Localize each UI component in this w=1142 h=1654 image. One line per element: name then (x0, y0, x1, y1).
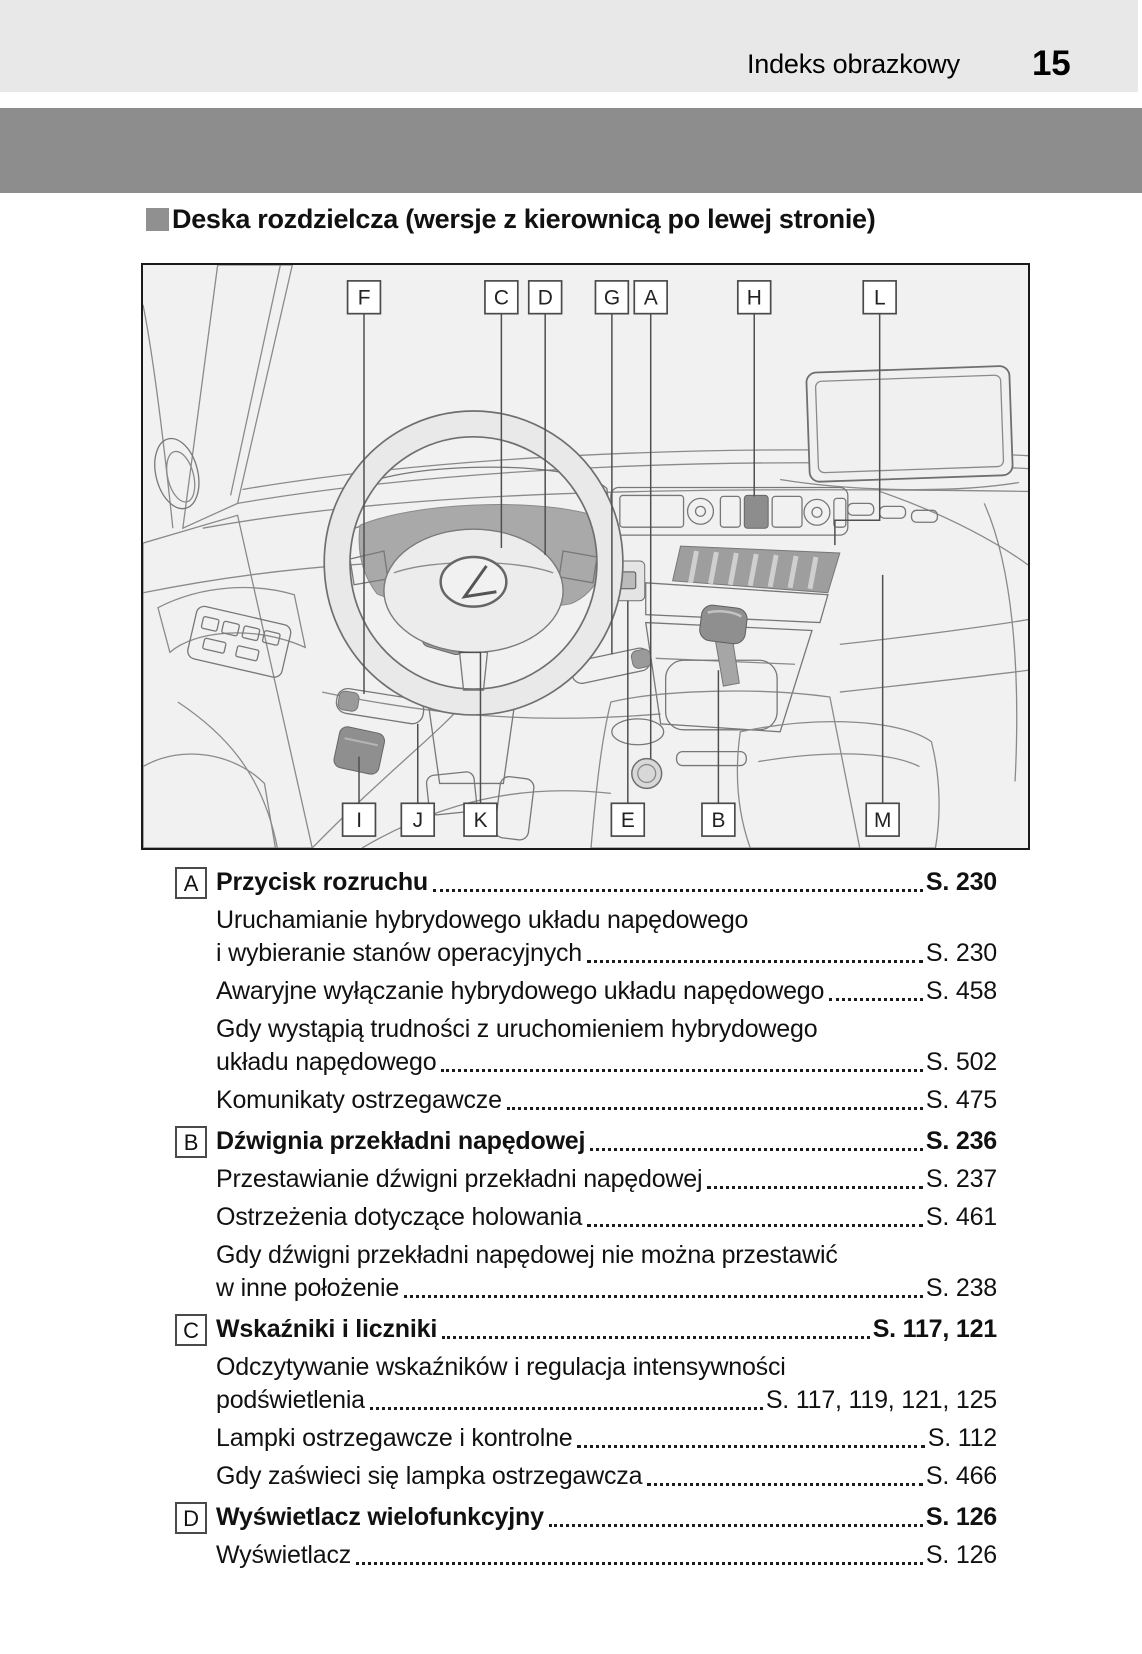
sub-item-text: Komunikaty ostrzegawcze (216, 1086, 502, 1114)
start-button (632, 759, 662, 789)
sub-page-ref: S. 238 (925, 1274, 997, 1302)
dotted-leader (549, 1524, 923, 1527)
sub-item-row (216, 1046, 997, 1079)
dotted-leader (829, 998, 923, 1001)
dotted-leader (587, 1224, 923, 1227)
callout-letter-G: G (603, 286, 620, 310)
callout-letter-M: M (874, 809, 892, 833)
dotted-leader (707, 1186, 923, 1189)
sub-page-ref: S. 237 (925, 1165, 997, 1193)
door-panel (143, 515, 312, 848)
index-sub-item (175, 975, 997, 1008)
sub-item-line: Gdy wystąpią trudności z uruchomieniem hybrydowego (216, 1015, 818, 1043)
page-number: 15 (1032, 44, 1071, 83)
sub-item-text: i wybieranie stanów operacyjnych (216, 939, 583, 967)
callout-K (459, 652, 497, 836)
sub-item-row (216, 1084, 997, 1117)
index-sub-item (175, 1539, 997, 1572)
callout-H (738, 281, 771, 497)
sub-item-text: Awaryjne wyłączanie hybrydowego układu napędowego (216, 977, 825, 1005)
callout-B (702, 670, 735, 836)
dotted-leader (442, 1336, 870, 1339)
dotted-leader (507, 1107, 923, 1110)
window-switches (186, 605, 292, 679)
picture-index-list (175, 866, 997, 1572)
callout-letter-C: C (493, 286, 509, 310)
entry-title: Wyświetlacz wielofunkcyjny (216, 1503, 544, 1531)
dotted-leader (356, 1562, 923, 1565)
sub-item-line: Gdy dźwigni przekładni napędowej nie można przestawić (216, 1241, 838, 1269)
index-sub-item (175, 1013, 997, 1079)
index-sub-item (175, 1239, 997, 1305)
entry-letter-box-B: B (175, 1126, 207, 1158)
index-entry-C (175, 1313, 997, 1346)
gear-shift (698, 604, 748, 686)
sub-item-text: podświetlenia (216, 1386, 365, 1414)
side-mirror-icon (148, 434, 206, 513)
sub-item-row (216, 1272, 997, 1305)
callout-letter-F: F (357, 286, 371, 310)
sub-item-text: Ostrzeżenia dotyczące holowania (216, 1203, 583, 1231)
vent-button (744, 495, 768, 528)
sub-page-ref: S. 458 (925, 977, 997, 1005)
dotted-leader (590, 1148, 923, 1151)
sub-page-ref: S. 126 (925, 1541, 997, 1569)
callout-letter-H: H (746, 286, 762, 310)
callout-letter-I: I (356, 809, 362, 833)
index-sub-item (175, 1084, 997, 1117)
climate-controls (848, 503, 938, 522)
section-title: Deska rozdzielcza (wersje z kierownicą po lewej stronie) (172, 204, 876, 234)
sub-item-row (216, 1163, 997, 1196)
callout-letter-L: L (873, 286, 886, 310)
sub-page-ref: S. 117, 119, 121, 125 (765, 1386, 997, 1414)
entry-title: Przycisk rozruchu (216, 868, 428, 896)
sub-item-row (216, 1539, 997, 1572)
air-vents (611, 487, 848, 535)
index-entry-A (175, 866, 997, 899)
sub-item-line: Odczytywanie wskaźników i regulacja intensywności (216, 1353, 786, 1381)
sub-item-row (216, 1384, 997, 1417)
index-sub-item (175, 1460, 997, 1493)
dotted-leader (433, 889, 923, 892)
sub-page-ref: S. 502 (925, 1048, 997, 1076)
sub-item-text: w inne położenie (216, 1274, 400, 1302)
sub-page-ref: S. 466 (925, 1462, 997, 1490)
dashboard-diagram (141, 263, 1030, 850)
dotted-leader (577, 1445, 924, 1448)
header-title: Indeks obrazkowy (747, 49, 960, 79)
callout-letter-B: B (711, 809, 726, 833)
entry-letter-box-A: A (175, 867, 207, 899)
lexus-emblem-icon (441, 557, 507, 607)
cupholder (612, 719, 664, 745)
sub-page-ref: S. 461 (925, 1203, 997, 1231)
sub-page-ref: S. 475 (925, 1086, 997, 1114)
dotted-leader (647, 1483, 923, 1486)
sub-item-text: Gdy zaświeci się lampka ostrzegawcza (216, 1462, 643, 1490)
sub-item-text: Lampki ostrzegawcze i kontrolne (216, 1424, 573, 1452)
section-title-row (146, 204, 875, 235)
index-sub-item (175, 1201, 997, 1234)
center-screen (806, 366, 1013, 482)
sub-item-row (216, 1201, 997, 1234)
callout-J (401, 724, 434, 836)
dotted-leader (370, 1407, 763, 1410)
sub-page-ref: S. 112 (927, 1424, 997, 1452)
dotted-leader (441, 1069, 923, 1072)
callout-letter-K: K (473, 809, 488, 833)
dotted-leader (587, 960, 923, 963)
chapter-band (0, 108, 1142, 193)
callout-A (634, 281, 667, 759)
entry-title: Wskaźniki i liczniki (216, 1315, 438, 1343)
sub-item-row (216, 1422, 997, 1455)
sub-item-row (216, 1460, 997, 1493)
sub-item-text: Przestawianie dźwigni przekładni napędowej (216, 1165, 703, 1193)
callout-letter-E: E (620, 809, 635, 833)
dashboard-drawing (143, 265, 1028, 848)
sub-item-row (216, 975, 997, 1008)
entry-title: Dźwignia przekładni napędowej (216, 1127, 586, 1155)
callout-letter-D: D (537, 286, 553, 310)
sub-page-ref: S. 230 (925, 939, 997, 967)
index-sub-item (175, 1163, 997, 1196)
entry-letter-box-D: D (175, 1502, 207, 1534)
entry-page-ref: S. 236 (925, 1127, 997, 1155)
sub-item-text: układu napędowego (216, 1048, 437, 1076)
dotted-leader (404, 1295, 923, 1298)
callout-letter-J: J (412, 809, 423, 833)
callout-letter-A: A (643, 286, 658, 310)
driver-seat (143, 754, 275, 848)
callout-M (866, 575, 899, 836)
entry-letter-box-C: C (175, 1314, 207, 1346)
sub-item-row (216, 937, 997, 970)
index-sub-item (175, 1422, 997, 1455)
index-entry-D (175, 1501, 997, 1534)
header-band (0, 0, 1138, 92)
index-sub-item (175, 1351, 997, 1417)
index-sub-item (175, 904, 997, 970)
entry-page-ref: S. 126 (925, 1503, 997, 1531)
index-entry-B (175, 1125, 997, 1158)
sub-item-line: Uruchamianie hybrydowego układu napędowego (216, 906, 749, 934)
entry-page-ref: S. 117, 121 (872, 1315, 997, 1343)
entry-page-ref: S. 230 (925, 868, 997, 896)
section-square-icon (146, 208, 169, 231)
sub-item-text: Wyświetlacz (216, 1541, 352, 1569)
